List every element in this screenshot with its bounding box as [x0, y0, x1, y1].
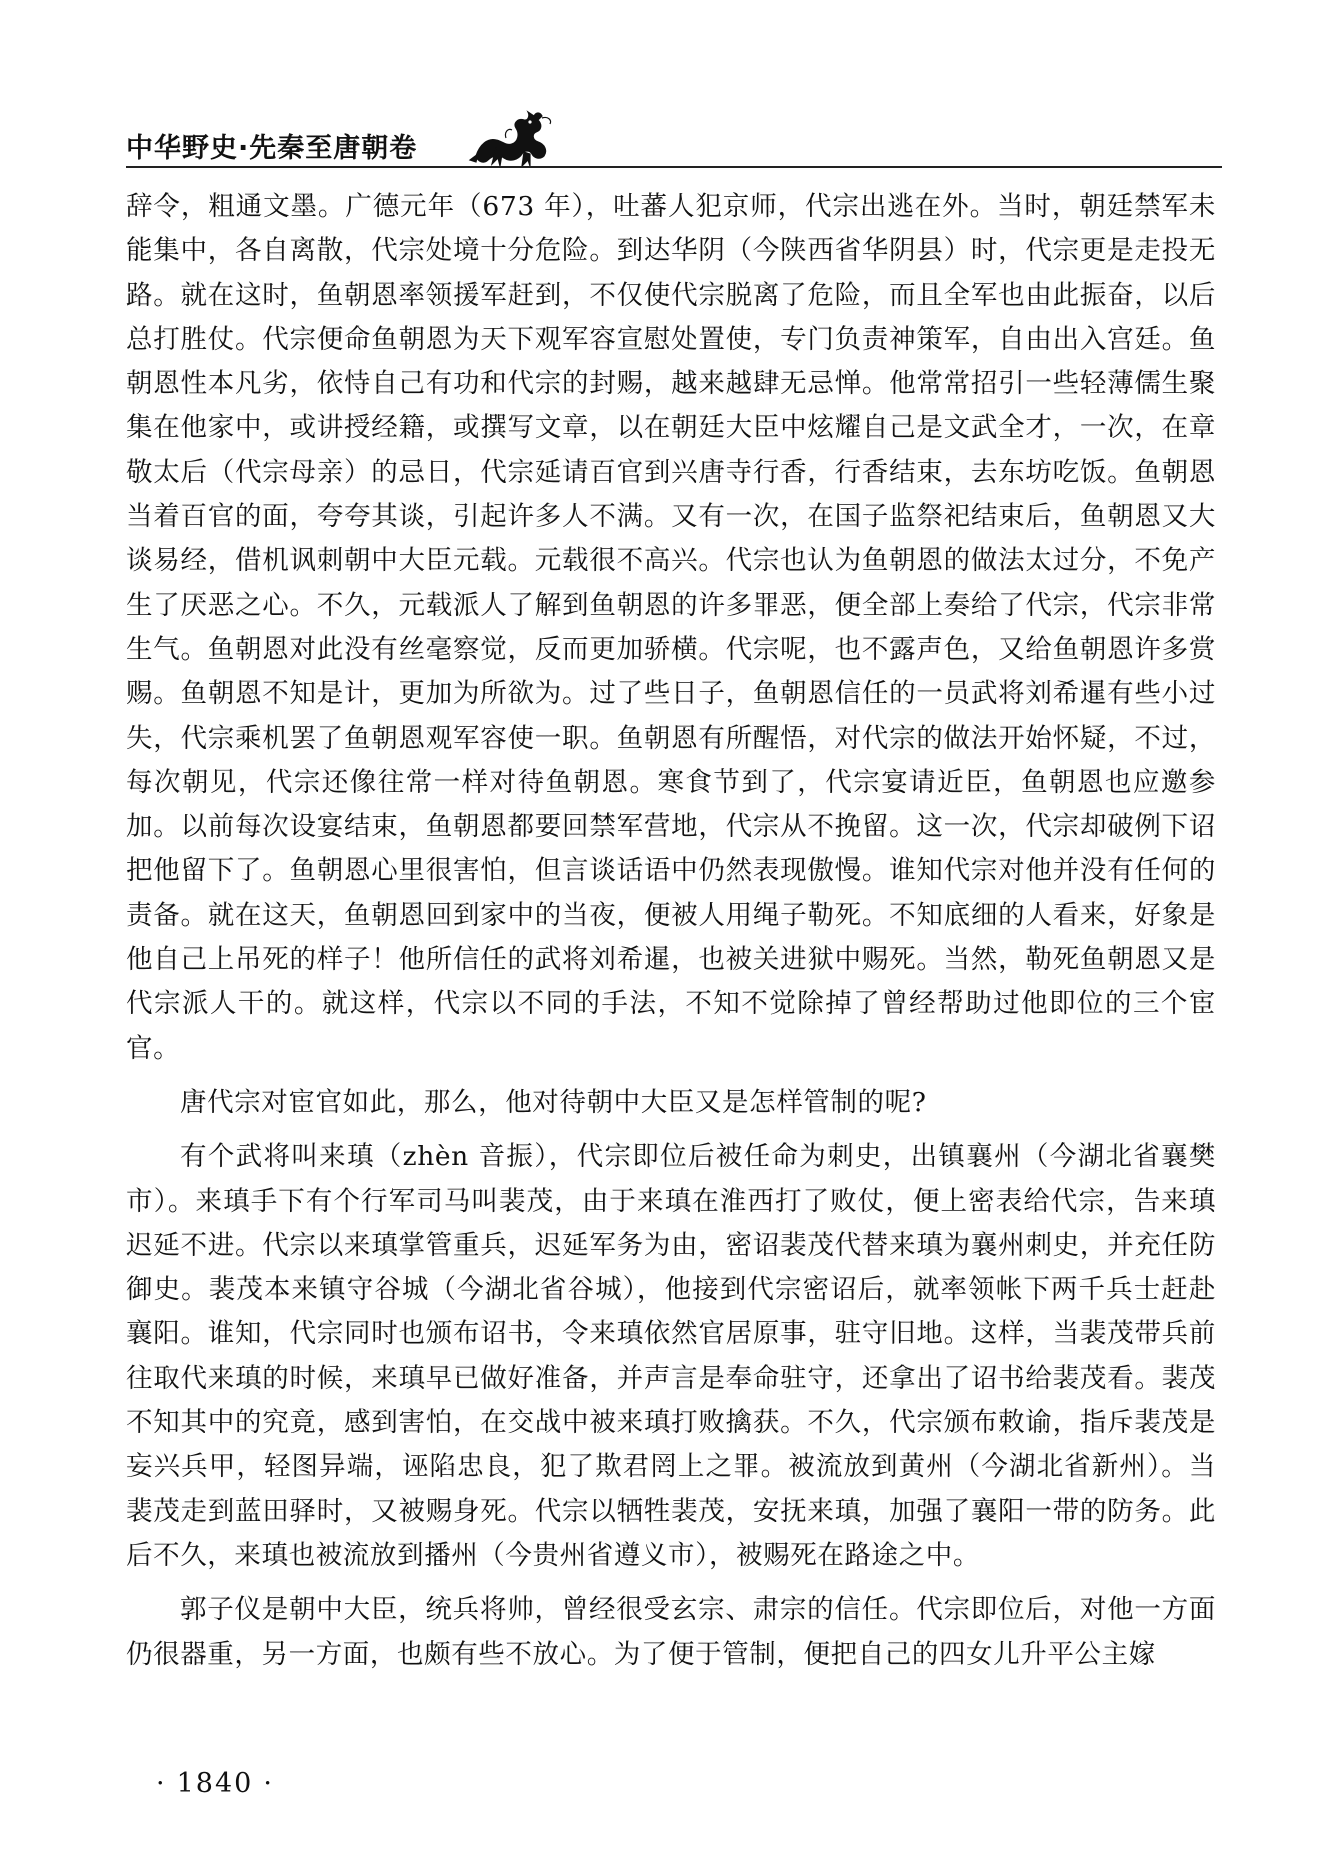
paragraph: 唐代宗对宦官如此，那么，他对待朝中大臣又是怎样管制的呢? — [180, 1086, 927, 1118]
header-rule — [126, 166, 1222, 168]
paragraph: 有个武将叫来瑱（zhèn 音振），代宗即位后被任命为刺史，出镇襄州（今湖北省襄樊市）。来瑱手下有个行军司马叫裴茂，由于来瑱在淮西打了败仗，便上密表给代宗，告来瑱迟延不进。代宗以来瑱掌管重兵，迟延军务为由，密诏裴茂代替来瑱为襄州刺史，并充任防御史。裴茂本来镇守谷城（今湖北省谷城），他接到代宗密诏后，就率领帐下两千兵士赶赴襄阳。谁知，代宗同时也颁布诏书，令来瑱依然官居原事，驻守旧地。这样，当裴茂带兵前往取代来瑱的时候，来瑱早已做好准备，并声言是奉命驻守，还拿出了诏书给裴茂看。裴茂不知其中的究竟，感到害怕，在交战中被来瑱打败擒获。不久，代宗颁布敕谕，指斥裴茂是妄兴兵甲，轻图异端，诬陷忠良，犯了欺君罔上之罪。被流放到黄州（今湖北省新州）。当裴茂走到蓝田驿时，又被赐身死。代宗以牺牲裴茂，安抚来瑱，加强了襄阳一带的防务。此后不久，来瑱也被流放到播州（今贵州省遵义市），被赐死在路途之中。 — [126, 1141, 1216, 1571]
page-number: 1840 — [176, 1768, 254, 1799]
dragon-emblem-graphic — [466, 108, 556, 168]
folio-dot-right: · — [263, 1768, 274, 1799]
paragraph-continued: 辞令，粗通文墨。广德元年（673 年），吐蕃人犯京师，代宗出逃在外。当时，朝廷禁军未能集中，各自离散，代宗处境十分危险。到达华阴（今陕西省华阴县）时，代宗更是走投无路。就在这时，鱼朝恩率领援军赶到，不仅使代宗脱离了危险，而且全军也由此振奋，以后总打胜仗。代宗便命鱼朝恩为天下观军容宣慰处置使，专门负责神策军，自由出入宫廷。鱼朝恩性本凡劣，依恃自己有功和代宗的封赐，越来越肆无忌惮。他常常招引一些轻薄儒生聚集在他家中，或讲授经籍，或撰写文章，以在朝廷大臣中炫耀自己是文武全才，一次，在章敬太后（代宗母亲）的忌日，代宗延请百官到兴唐寺行香，行香结束，去东坊吃饭。鱼朝恩当着百官的面，夸夸其谈，引起许多人不满。又有一次，在国子监祭祀结束后，鱼朝恩又大谈易经，借机讽刺朝中大臣元载。元载很不高兴。代宗也认为鱼朝恩的做法太过分，不免产生了厌恶之心。不久，元载派人了解到鱼朝恩的许多罪恶，便全部上奏给了代宗，代宗非常生气。鱼朝恩对此没有丝毫察觉，反而更加骄横。代宗呢，也不露声色，又给鱼朝恩许多赏赐。鱼朝恩不知是计，更加为所欲为。过了些日子，鱼朝恩信任的一员武将刘希暹有些小过失，代宗乘机罢了鱼朝恩观军容使一职。鱼朝恩有所醒悟，对代宗的做法开始怀疑，不过，每次朝见，代宗还像往常一样对待鱼朝恩。寒食节到了，代宗宴请近臣，鱼朝恩也应邀参加。以前每次设宴结束，鱼朝恩都要回禁军营地，代宗从不挽留。这一次，代宗却破例下诏把他留下了。鱼朝恩心里很害怕，但言谈话语中仍然表现傲慢。谁知代宗对他并没有任何的责备。就在这天，鱼朝恩回到家中的当夜，便被人用绳子勒死。不知底细的人看来，好象是他自己上吊死的样子！他所信任的武将刘希暹，也被关进狱中赐死。当然，勒死鱼朝恩又是代宗派人干的。就这样，代宗以不同的手法，不知不觉除掉了曾经帮助过他即位的三个宦官。 — [126, 191, 1216, 1064]
running-title: 中华野史·先秦至唐朝卷 — [126, 133, 418, 164]
folio-dot-left: · — [156, 1768, 167, 1799]
running-header — [126, 108, 1226, 172]
paragraph: 郭子仪是朝中大臣，统兵将帅，曾经很受玄宗、肃宗的信任。代宗即位后，对他一方面仍很器重，另一方面，也颇有些不放心。为了便于管制，便把自己的四女儿升平公主嫁 — [126, 1594, 1216, 1670]
dragon-emblem-icon — [466, 108, 556, 168]
body-text — [126, 185, 1216, 1677]
page-folio — [146, 1768, 284, 1799]
